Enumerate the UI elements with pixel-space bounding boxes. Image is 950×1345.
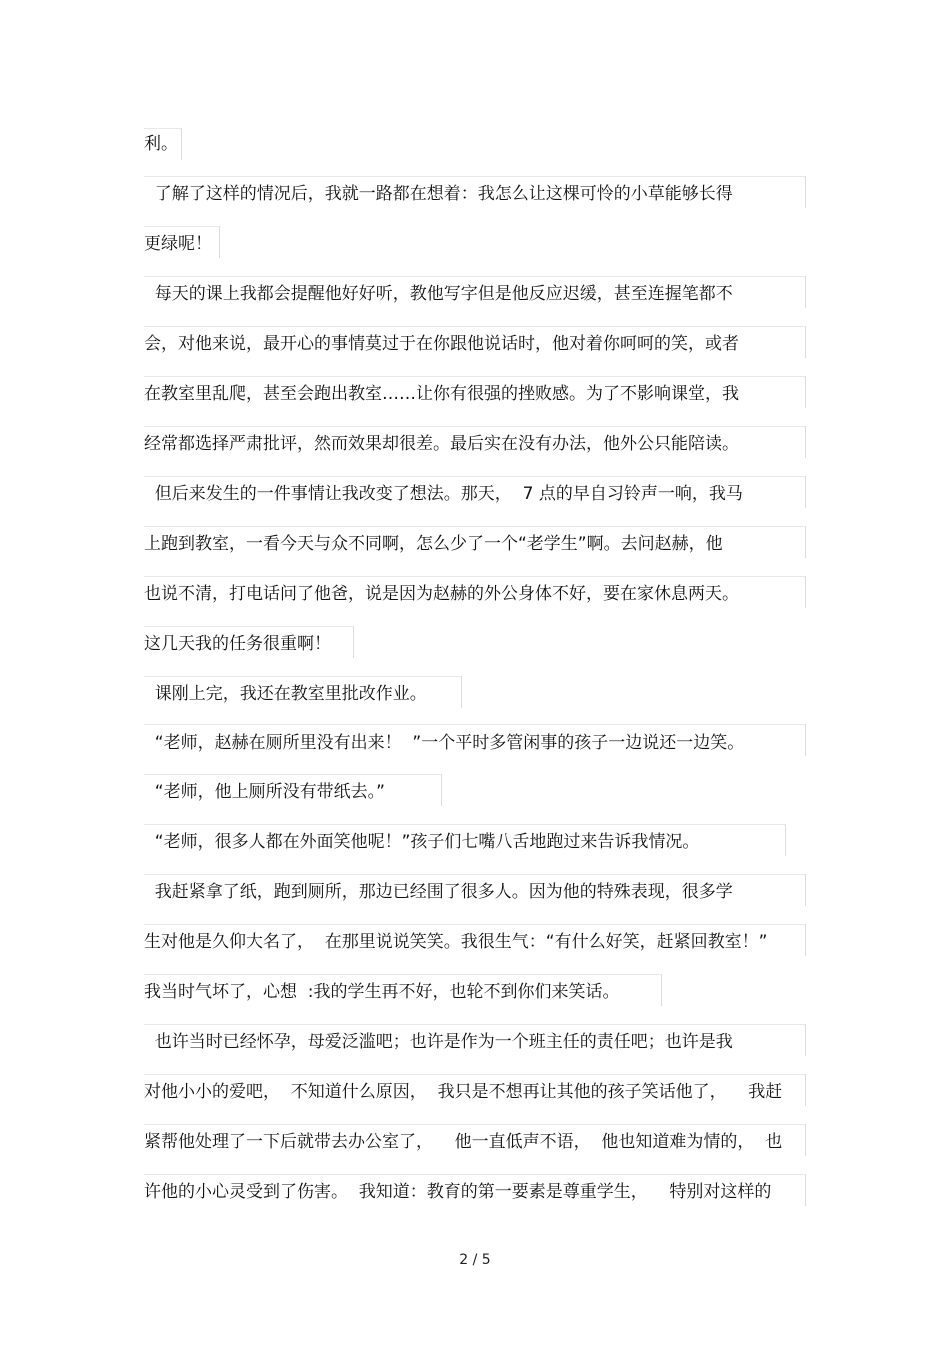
text-line: “老师，他上厕所没有带纸去。” (144, 782, 385, 802)
text-line: 也许当时已经怀孕，母爱泛滥吧；也许是作为一个班主任的责任吧；也许是我 (144, 1032, 733, 1052)
text-line: 许他的小心灵受到了伤害。 我知道：教育的第一要素是尊重学生， 特别对这样的 (144, 1182, 772, 1202)
text-line: 会，对他来说，最开心的事情莫过于在你跟他说话时，他对着你呵呵的笑，或者 (144, 334, 739, 354)
text-line: “老师，赵赫在厕所里没有出来！ ”一个平时多管闲事的孩子一边说还一边笑。 (144, 733, 745, 753)
text-line: 了解了这样的情况后，我就一路都在想着：我怎么让这棵可怜的小草能够长得 (144, 184, 733, 204)
text-line: 紧帮他处理了一下后就带去办公室了， 他一直低声不语， 他也知道难为情的， 也 (144, 1132, 783, 1152)
text-line: 我当时气坏了，心想 :我的学生再不好，也轮不到你们来笑话。 (144, 982, 620, 1002)
text-line: “老师，很多人都在外面笑他呢！”孩子们七嘴八舌地跑过来告诉我情况。 (144, 832, 700, 852)
text-line: 也说不清，打电话问了他爸，说是因为赵赫的外公身体不好，要在家休息两天。 (144, 584, 739, 604)
text-line: 更绿呢！ (144, 234, 212, 254)
text-line: 每天的课上我都会提醒他好好听，教他写字但是他反应迟缓，甚至连握笔都不 (144, 284, 733, 304)
text-line: 利。 (144, 134, 178, 154)
text-line: 我赶紧拿了纸，跑到厕所，那边已经围了很多人。因为他的特殊表现，很多学 (144, 882, 733, 902)
text-line: 对他小小的爱吧， 不知道什么原因， 我只是不想再让其他的孩子笑话他了， 我赶 (144, 1082, 783, 1102)
text-line: 生对他是久仰大名了， 在那里说说笑笑。我很生气：“有什么好笑，赶紧回教室！” (144, 932, 768, 952)
text-line: 在教室里乱爬，甚至会跑出教室……让你有很强的挫败感。为了不影响课堂，我 (144, 384, 739, 404)
page-number: 2 / 5 (459, 1252, 491, 1268)
text-line: 经常都选择严肃批评，然而效果却很差。最后实在没有办法，他外公只能陪读。 (144, 434, 739, 454)
text-line: 上跑到教室，一看今天与众不同啊，怎么少了一个“老学生”啊。去问赵赫，他 (144, 534, 723, 554)
text-line: 课刚上完，我还在教室里批改作业。 (144, 684, 427, 704)
text-line: 但后来发生的一件事情让我改变了想法。那天， 7 点的早自习铃声一响，我马 (144, 484, 743, 504)
text-line: 这几天我的任务很重啊！ (144, 634, 331, 654)
